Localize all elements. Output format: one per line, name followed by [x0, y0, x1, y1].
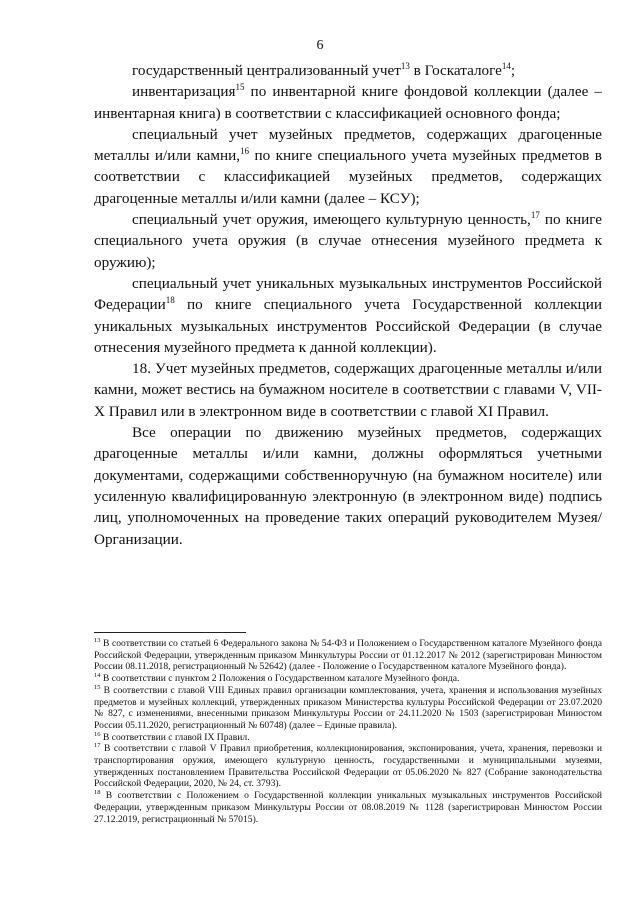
footnote-13 — [94, 638, 602, 673]
footnote-number: 17 — [94, 742, 101, 750]
footnote-text: В соответствии с Положением о Государственной коллекции уникальных музыкальных инструментов Российской Федерации, утвержденным приказом Минкультуры России от 08.08.2019 № 1128 (зарегистрирован Минюстом России 27.12.2019, регистрационный № 57015). — [94, 790, 602, 825]
paragraph-p3 — [94, 124, 602, 209]
footnote-ref: 16 — [240, 146, 250, 157]
paragraph-text: по книге специального учета Государственной коллекции уникальных музыкальных инструментов Российской Федерации (в случае отнесения музейного предмета к данной коллекции). — [94, 296, 602, 356]
paragraph-text: инвентаризация — [132, 83, 236, 101]
paragraph-text: по инвентарной книге фондовой коллекции (далее – инвентарная книга) в соответствии с классификацией основного фонда; — [94, 83, 602, 122]
paragraph-text: государственный централизованный учет — [132, 62, 401, 79]
footnote-ref: 13 — [400, 60, 410, 71]
footnote-17 — [94, 743, 602, 790]
footnote-number: 18 — [94, 788, 101, 796]
footnote-14 — [94, 673, 602, 685]
paragraph-text: по книге специального учета музейных предметов в соответствии с классификацией музейных предметов, содержащих драгоценные металлы и/или камни (далее – КСУ); — [94, 147, 602, 207]
paragraph-text: Все операции по движению музейных предметов, содержащих драгоценные металлы и/или камни, должны оформляться учетными документами, содержащими собственноручную (на бумажном носителе) или усиленную квалифицированную электронную (в электронном виде) подпись лиц, уполномоченных на проведение таких операций руководителем Музея/Организации. — [94, 424, 602, 548]
paragraph-text: по книге специального учета оружия (в случае отнесения музейного предмета к оружию); — [94, 211, 602, 271]
page-number: 6 — [316, 38, 324, 53]
paragraph-text: специальный учет уникальных музыкальных инструментов Российской Федерации — [94, 274, 602, 314]
footnote-ref: 17 — [530, 210, 540, 221]
footnote-number: 14 — [94, 671, 101, 679]
footnote-ref: 15 — [235, 82, 245, 93]
footnote-number: 15 — [94, 683, 101, 691]
footnote-text: В соответствии с главой V Правил приобретения, коллекционирования, экспонирования, учета, хранения, перевозки и транспортирования оружия, имеющего культурную ценность, государственными и муниципальными музеями, утвержденных постановлением Правительства Российской Федерации от 05.06.2020 № 827 (Собрание законодательства Российской Федерации, 2020, № 24, ст. 3793). — [94, 743, 602, 790]
paragraph-p1 — [94, 60, 602, 81]
paragraph-text: специальный учет оружия, имеющего культурную ценность, — [132, 211, 531, 229]
paragraph-p4 — [94, 209, 602, 273]
footnote-text: В соответствии с пунктом 2 Положения о Государственном каталоге Музейного фонда. — [100, 673, 460, 685]
paragraph-p2 — [94, 81, 602, 124]
footnote-18 — [94, 790, 602, 825]
footnote-15 — [94, 685, 602, 732]
footnote-ref: 14 — [501, 60, 511, 71]
footnote-text: В соответствии со статьей 6 Федерального закона № 54-ФЗ и Положением о Государственном каталоге Музейного фонда Российской Федерации, утвержденным приказом Минкультуры России от 01.12.2017 № 2012 (зарегистрирован Минюстом России 08.11.2018, регистрационный № 52642) (далее - Положение о Государственном каталоге Музейного фонда). — [94, 638, 602, 673]
paragraph-text: специальный учет музейных предметов, содержащих драгоценные металлы и/или камни, — [94, 125, 602, 165]
footnote-16 — [94, 732, 602, 744]
paragraph-text: в Госкаталоге — [409, 62, 502, 79]
footnote-text: В соответствии с главой VIII Единых правил организации комплектования, учета, хранения и использования музейных предметов и музейных коллекций, утвержденных приказом Министерства культуры Российской Федерации от 23.07.2020 № 827, с изменениями, внесенными приказом Минкультуры России от 24.11.2020 № 1503 (зарегистрирован Минюстом России 05.11.2020, регистрационный № 60748) (далее – Единые правила). — [94, 684, 602, 731]
footnote-text: В соответствии с главой IX Правил. — [100, 731, 250, 743]
paragraph-text: 18. Учет музейных предметов, содержащих драгоценные металлы и/или камни, может вестись на бумажном носителе в соответствии с главами V, VII-X Правил или в электронном виде в соответствии с главой XI Правил. — [94, 360, 602, 420]
paragraph-p6 — [94, 358, 602, 422]
paragraph-p5 — [94, 273, 602, 358]
footnote-ref: 18 — [165, 295, 175, 306]
paragraph-p7 — [94, 422, 602, 550]
footnote-separator — [94, 632, 246, 633]
footnotes — [94, 638, 602, 825]
footnote-number: 16 — [94, 730, 101, 738]
footnote-number: 13 — [94, 636, 101, 644]
main-text — [94, 60, 602, 550]
paragraph-text: ; — [510, 62, 516, 79]
